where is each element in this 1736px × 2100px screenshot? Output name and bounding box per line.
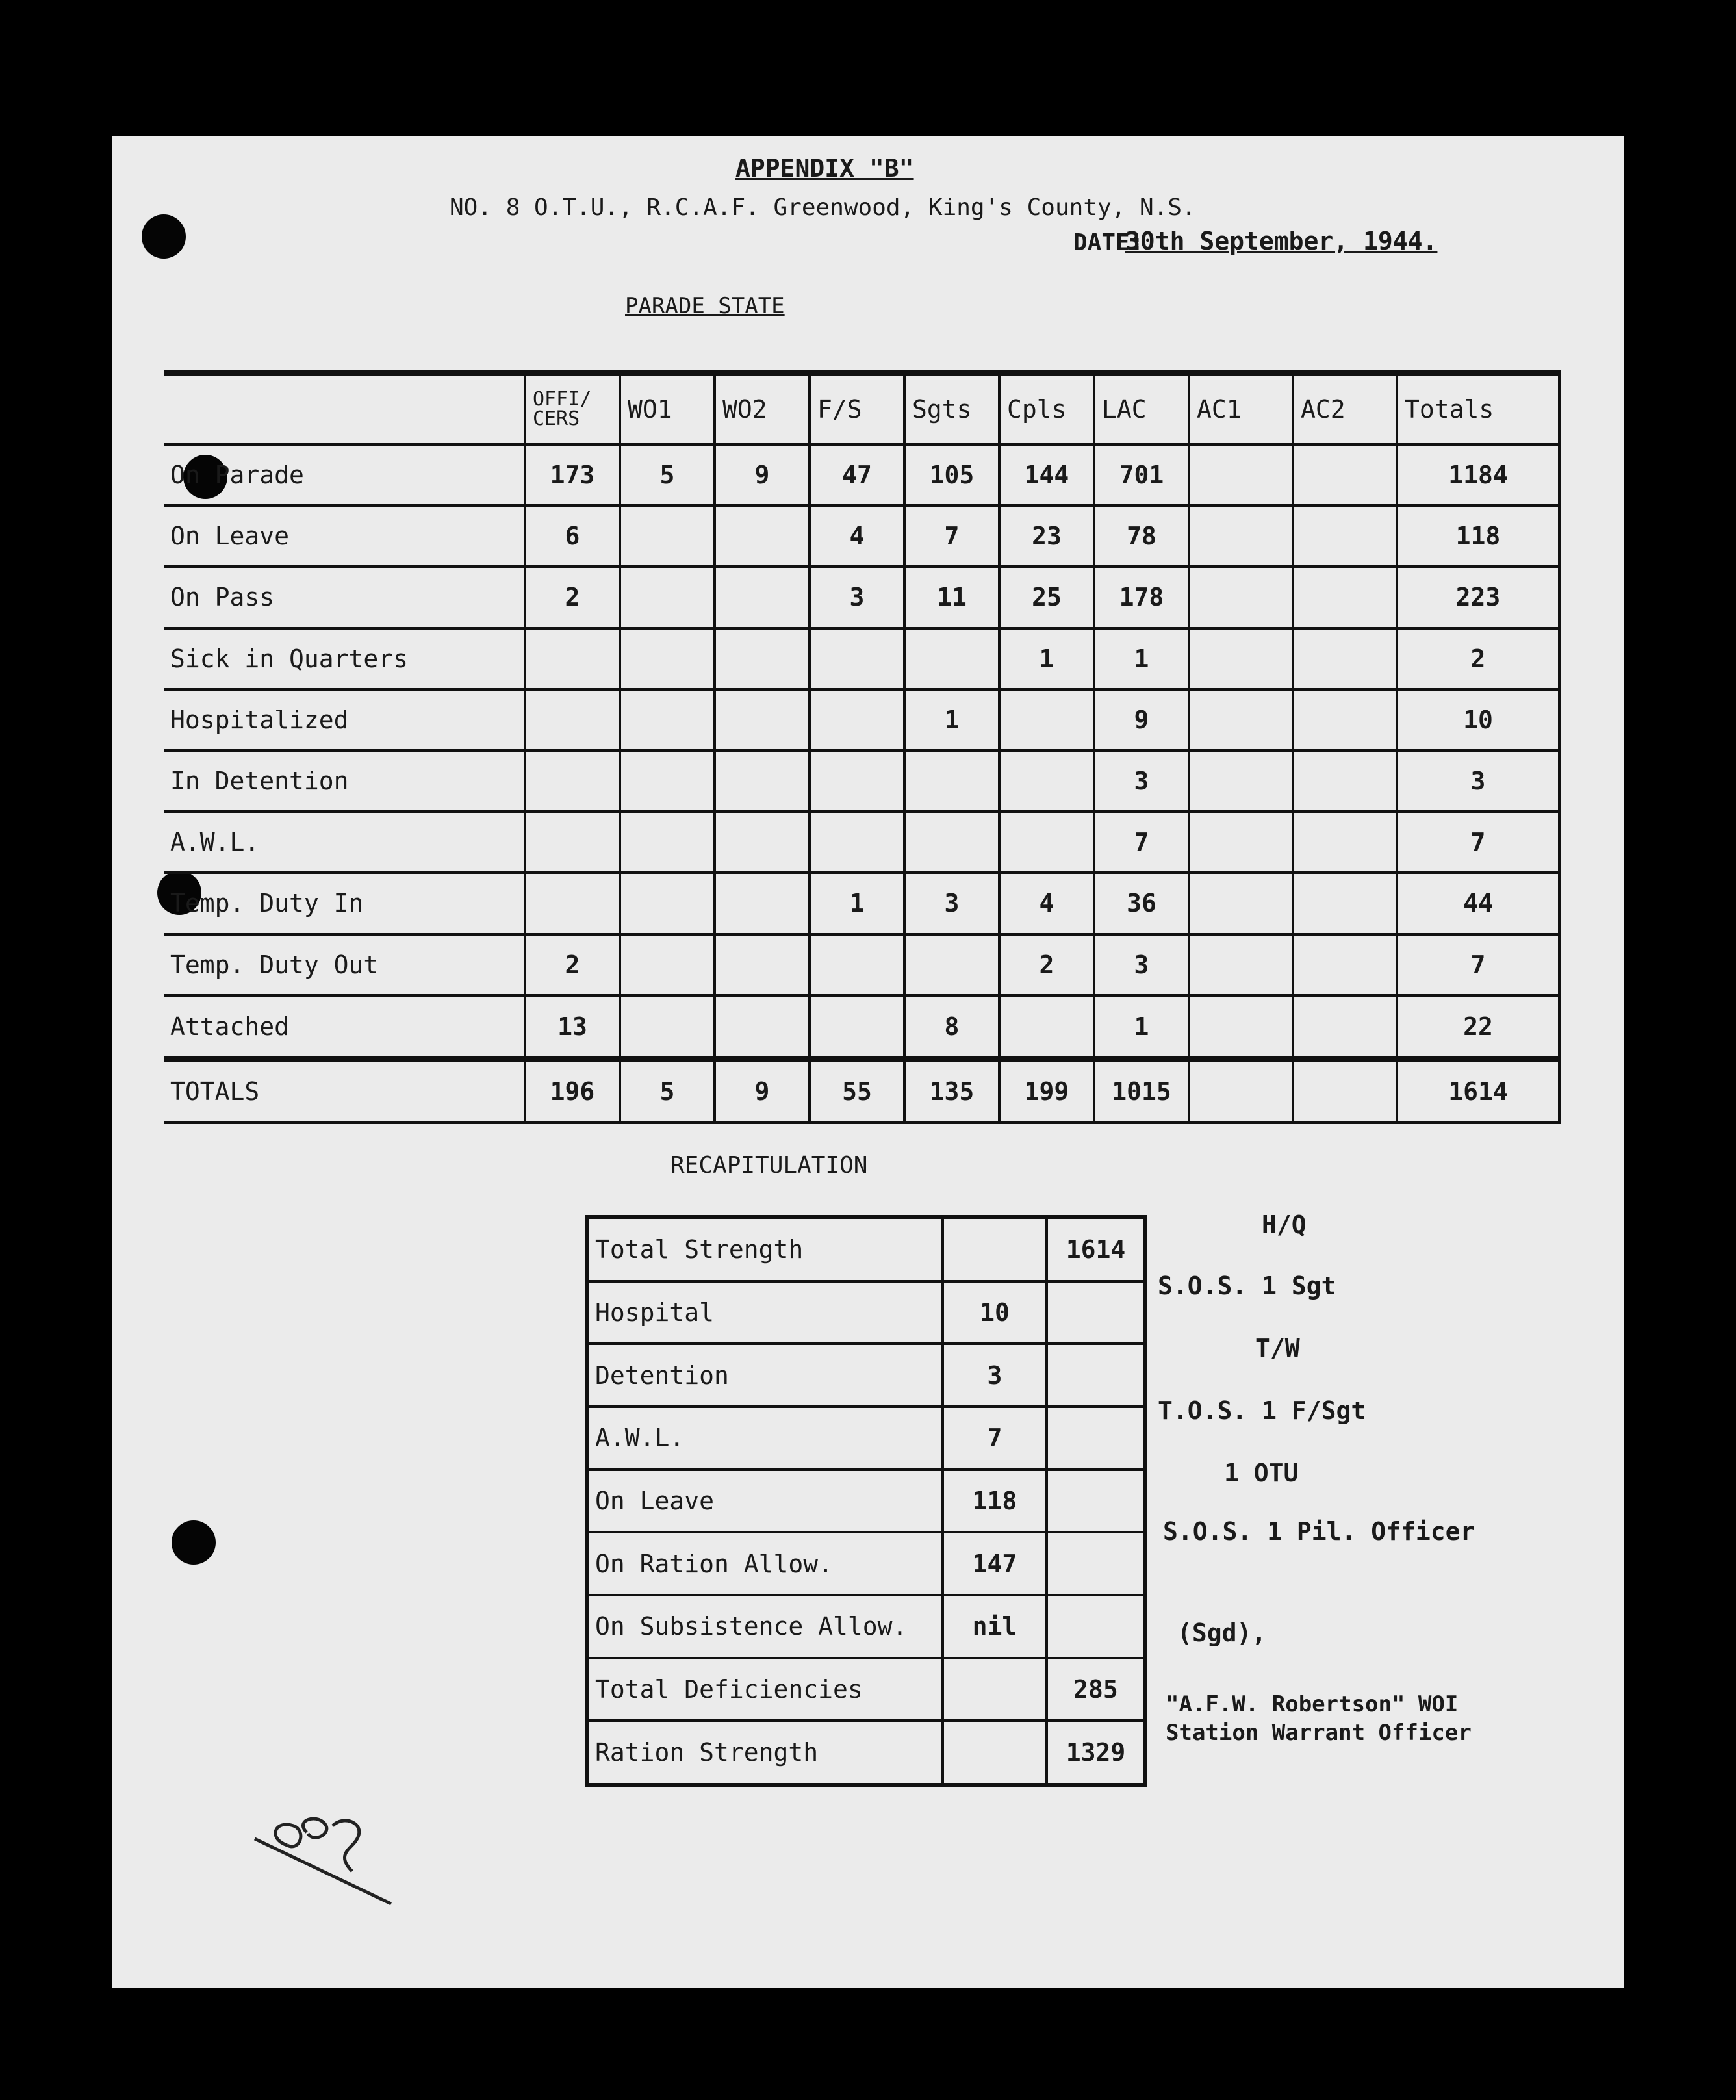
parade-row [164, 506, 1559, 567]
cell-value [904, 812, 999, 873]
cell-value: 23 [999, 506, 1094, 567]
cell-value: 9 [1094, 689, 1189, 750]
handwritten-initials [248, 1800, 398, 1910]
cell-value [525, 750, 620, 812]
cell-value [1293, 689, 1397, 750]
cell-value: 1184 [1397, 444, 1559, 506]
row-label: On Leave [164, 506, 525, 567]
parade-row [164, 812, 1559, 873]
recap-row [587, 1595, 1145, 1658]
cell-value: 2 [1397, 628, 1559, 689]
cell-value: 135 [904, 1059, 999, 1123]
column-header: Sgts [904, 373, 999, 444]
date-label: DATE: [1073, 229, 1144, 256]
unit-line: NO. 8 O.T.U., R.C.A.F. Greenwood, King's County, N.S. [450, 194, 1196, 221]
cell-value: 1 [1094, 628, 1189, 689]
recap-label: On Subsistence Allow. [587, 1595, 943, 1658]
cell-value: 7 [904, 506, 999, 567]
cell-value: 5 [620, 1059, 715, 1123]
recap-value [1047, 1470, 1145, 1533]
cell-value: 8 [904, 995, 999, 1059]
row-label: Temp. Duty Out [164, 934, 525, 995]
recap-value [1047, 1344, 1145, 1407]
cell-value [620, 567, 715, 628]
recap-subvalue: nil [943, 1595, 1047, 1658]
cell-value [810, 689, 904, 750]
cell-value [999, 750, 1094, 812]
cell-value [810, 995, 904, 1059]
cell-value [1189, 506, 1293, 567]
cell-value [715, 506, 810, 567]
cell-value: 78 [1094, 506, 1189, 567]
cell-value [810, 628, 904, 689]
cell-value: 55 [810, 1059, 904, 1123]
cell-value [1293, 873, 1397, 934]
cell-value: 2 [525, 567, 620, 628]
recap-subvalue [943, 1658, 1047, 1721]
cell-value [1293, 506, 1397, 567]
cell-value [525, 628, 620, 689]
cell-value: 3 [904, 873, 999, 934]
cell-value: 47 [810, 444, 904, 506]
column-header: Cpls [999, 373, 1094, 444]
recap-value: 1614 [1047, 1217, 1145, 1281]
recap-subvalue: 7 [943, 1407, 1047, 1470]
recap-row [587, 1407, 1145, 1470]
cell-value [1189, 750, 1293, 812]
row-label: Attached [164, 995, 525, 1059]
cell-value [1189, 444, 1293, 506]
cell-value: 2 [999, 934, 1094, 995]
cell-value: 10 [1397, 689, 1559, 750]
cell-value: 1 [904, 689, 999, 750]
recap-value [1047, 1407, 1145, 1470]
cell-value: 22 [1397, 995, 1559, 1059]
parade-row [164, 1059, 1559, 1123]
punch-hole [142, 214, 186, 259]
recap-subvalue: 147 [943, 1532, 1047, 1595]
column-header: AC1 [1189, 373, 1293, 444]
recap-value [1047, 1532, 1145, 1595]
punch-hole [172, 1520, 216, 1565]
cell-value [620, 750, 715, 812]
cell-value [999, 689, 1094, 750]
cell-value [620, 506, 715, 567]
signature-name: "A.F.W. Robertson" WOI [1166, 1691, 1459, 1717]
cell-value: 1015 [1094, 1059, 1189, 1123]
cell-value [620, 995, 715, 1059]
recap-subvalue: 10 [943, 1281, 1047, 1344]
cell-value [620, 628, 715, 689]
cell-value: 9 [715, 444, 810, 506]
cell-value [904, 628, 999, 689]
cell-value [1293, 1059, 1397, 1123]
cell-value: 11 [904, 567, 999, 628]
row-label: Temp. Duty In [164, 873, 525, 934]
otu-heading: 1 OTU [1224, 1459, 1299, 1487]
recap-label: Total Deficiencies [587, 1658, 943, 1721]
cell-value: 178 [1094, 567, 1189, 628]
row-label: Hospitalized [164, 689, 525, 750]
cell-value: 199 [999, 1059, 1094, 1123]
cell-value [1189, 812, 1293, 873]
cell-value: 173 [525, 444, 620, 506]
cell-value: 144 [999, 444, 1094, 506]
cell-value: 1 [1094, 995, 1189, 1059]
recap-label: Detention [587, 1344, 943, 1407]
recap-row [587, 1721, 1145, 1785]
column-header: OFFI/ CERS [525, 373, 620, 444]
header-blank [164, 373, 525, 444]
cell-value [1293, 995, 1397, 1059]
signature-title: Station Warrant Officer [1166, 1720, 1472, 1746]
cell-value [715, 934, 810, 995]
cell-value [1189, 628, 1293, 689]
cell-value [1189, 1059, 1293, 1123]
cell-value [810, 750, 904, 812]
recap-label: A.W.L. [587, 1407, 943, 1470]
cell-value [810, 812, 904, 873]
date-value: 30th September, 1944. [1125, 227, 1438, 255]
cell-value: 118 [1397, 506, 1559, 567]
parade-row [164, 750, 1559, 812]
cell-value: 6 [525, 506, 620, 567]
cell-value [525, 689, 620, 750]
parade-row [164, 689, 1559, 750]
recap-label: On Ration Allow. [587, 1532, 943, 1595]
row-label: In Detention [164, 750, 525, 812]
cell-value: 2 [525, 934, 620, 995]
column-header: WO1 [620, 373, 715, 444]
cell-value [715, 812, 810, 873]
hq-heading: H/Q [1262, 1210, 1307, 1239]
recap-subvalue [943, 1217, 1047, 1281]
cell-value: 7 [1397, 934, 1559, 995]
cell-value: 44 [1397, 873, 1559, 934]
row-label: On Pass [164, 567, 525, 628]
recap-row [587, 1217, 1145, 1281]
cell-value [1293, 567, 1397, 628]
cell-value: 7 [1094, 812, 1189, 873]
row-label: Sick in Quarters [164, 628, 525, 689]
column-header: F/S [810, 373, 904, 444]
cell-value [525, 812, 620, 873]
cell-value: 1 [810, 873, 904, 934]
cell-value [1189, 567, 1293, 628]
column-header: Totals [1397, 373, 1559, 444]
cell-value: 105 [904, 444, 999, 506]
recap-label: Ration Strength [587, 1721, 943, 1785]
cell-value [620, 934, 715, 995]
parade-row [164, 444, 1559, 506]
cell-value [715, 689, 810, 750]
cell-value: 701 [1094, 444, 1189, 506]
cell-value [1189, 689, 1293, 750]
parade-header-row [164, 373, 1559, 444]
recap-title: RECAPITULATION [670, 1152, 868, 1179]
row-label: On Parade [164, 444, 525, 506]
parade-row [164, 567, 1559, 628]
cell-value [810, 934, 904, 995]
column-header: AC2 [1293, 373, 1397, 444]
cell-value: 223 [1397, 567, 1559, 628]
parade-state-table [164, 370, 1561, 1124]
cell-value [1189, 873, 1293, 934]
cell-value [999, 812, 1094, 873]
recap-row [587, 1532, 1145, 1595]
recap-value: 285 [1047, 1658, 1145, 1721]
document-page [112, 136, 1624, 1988]
cell-value [715, 567, 810, 628]
recap-value: 1329 [1047, 1721, 1145, 1785]
cell-value [1293, 628, 1397, 689]
recap-label: On Leave [587, 1470, 943, 1533]
cell-value: 3 [1397, 750, 1559, 812]
cell-value: 36 [1094, 873, 1189, 934]
cell-value [620, 812, 715, 873]
cell-value [715, 873, 810, 934]
recap-subvalue: 3 [943, 1344, 1047, 1407]
cell-value [715, 750, 810, 812]
cell-value: 9 [715, 1059, 810, 1123]
recap-row [587, 1344, 1145, 1407]
cell-value [904, 934, 999, 995]
recap-value [1047, 1281, 1145, 1344]
column-header: LAC [1094, 373, 1189, 444]
tw-heading: T/W [1255, 1334, 1300, 1363]
cell-value: 13 [525, 995, 620, 1059]
section-title: PARADE STATE [625, 293, 785, 319]
cell-value [1293, 444, 1397, 506]
appendix-title: APPENDIX "B" [735, 154, 914, 183]
cell-value [525, 873, 620, 934]
cell-value [715, 995, 810, 1059]
recap-label: Hospital [587, 1281, 943, 1344]
column-header: WO2 [715, 373, 810, 444]
recap-row [587, 1470, 1145, 1533]
recap-row [587, 1281, 1145, 1344]
cell-value: 1 [999, 628, 1094, 689]
cell-value [1189, 934, 1293, 995]
cell-value: 3 [1094, 750, 1189, 812]
cell-value: 196 [525, 1059, 620, 1123]
cell-value: 7 [1397, 812, 1559, 873]
parade-row [164, 873, 1559, 934]
recap-label: Total Strength [587, 1217, 943, 1281]
recap-table [585, 1215, 1147, 1787]
parade-row [164, 995, 1559, 1059]
sgd-text: (Sgd), [1177, 1619, 1267, 1647]
cell-value [715, 628, 810, 689]
cell-value [1189, 995, 1293, 1059]
cell-value: 4 [810, 506, 904, 567]
cell-value: 3 [810, 567, 904, 628]
cell-value [1293, 812, 1397, 873]
cell-value: 3 [1094, 934, 1189, 995]
cell-value [620, 873, 715, 934]
cell-value [1293, 934, 1397, 995]
recap-subvalue [943, 1721, 1047, 1785]
recap-row [587, 1658, 1145, 1721]
hq-line: S.O.S. 1 Sgt [1158, 1272, 1336, 1300]
row-label: A.W.L. [164, 812, 525, 873]
recap-subvalue: 118 [943, 1470, 1047, 1533]
cell-value: 5 [620, 444, 715, 506]
parade-row [164, 628, 1559, 689]
cell-value [904, 750, 999, 812]
cell-value: 1614 [1397, 1059, 1559, 1123]
cell-value [620, 689, 715, 750]
cell-value [1293, 750, 1397, 812]
recap-value [1047, 1595, 1145, 1658]
row-label: TOTALS [164, 1059, 525, 1123]
tw-line: T.O.S. 1 F/Sgt [1158, 1396, 1366, 1425]
otu-line: S.O.S. 1 Pil. Officer [1163, 1517, 1475, 1546]
cell-value: 25 [999, 567, 1094, 628]
parade-row [164, 934, 1559, 995]
cell-value: 4 [999, 873, 1094, 934]
cell-value [999, 995, 1094, 1059]
